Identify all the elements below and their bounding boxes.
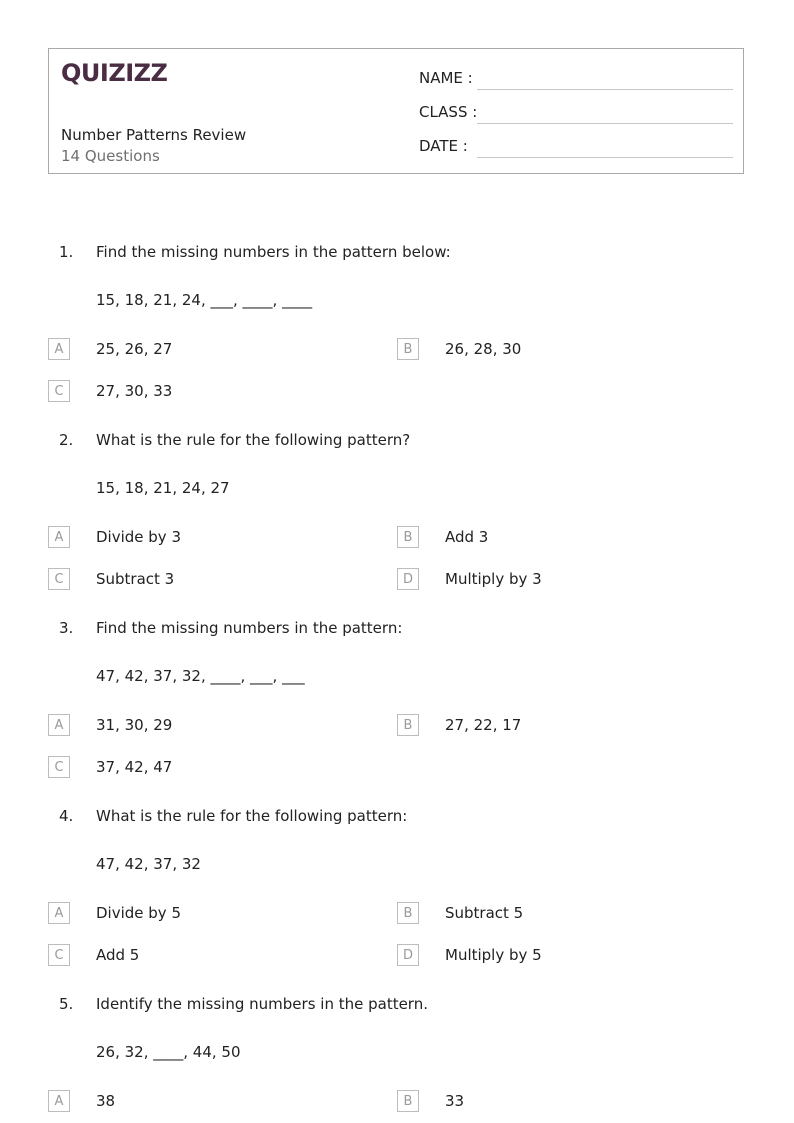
option-b-box[interactable]: B [397,526,419,548]
option-a-box[interactable]: A [48,338,70,360]
question-pattern: 47, 42, 37, 32 [96,855,201,873]
question-pattern: 47, 42, 37, 32, ____, ___, ___ [96,667,305,685]
option-a-text: 31, 30, 29 [96,716,173,734]
option-d-text: Multiply by 3 [445,570,542,588]
class-label: CLASS : [419,103,478,121]
option-a-text: 25, 26, 27 [96,340,173,358]
option-a-box[interactable]: A [48,714,70,736]
option-d-text: Multiply by 5 [445,946,542,964]
name-label: NAME : [419,69,473,87]
option-c-box[interactable]: C [48,756,70,778]
question-pattern: 15, 18, 21, 24, 27 [96,479,230,497]
question-pattern: 15, 18, 21, 24, ___, ____, ____ [96,291,313,309]
date-label: DATE : [419,137,468,155]
option-a-box[interactable]: A [48,526,70,548]
option-d-box[interactable]: D [397,944,419,966]
option-b-box[interactable]: B [397,1090,419,1112]
option-a-text: 38 [96,1092,116,1110]
question-text: What is the rule for the following pattern: [96,807,408,825]
option-c-text: Add 5 [96,946,140,964]
name-field[interactable] [477,89,733,90]
option-c-text: Subtract 3 [96,570,175,588]
worksheet-header [48,48,744,174]
option-c-box[interactable]: C [48,568,70,590]
question-count: 14 Questions [61,147,160,165]
date-field[interactable] [477,157,733,158]
question-pattern: 26, 32, ____, 44, 50 [96,1043,241,1061]
class-field[interactable] [477,123,733,124]
option-c-text: 27, 30, 33 [96,382,173,400]
option-c-box[interactable]: C [48,380,70,402]
question-text: Find the missing numbers in the pattern: [96,619,403,637]
question-number: 2. [59,431,74,449]
option-c-box[interactable]: C [48,944,70,966]
option-a-box[interactable]: A [48,902,70,924]
option-b-text: 33 [445,1092,465,1110]
quizizz-logo: QUIZIZZ [61,59,168,87]
worksheet-title: Number Patterns Review [61,126,247,144]
option-d-box[interactable]: D [397,568,419,590]
option-b-text: 26, 28, 30 [445,340,522,358]
question-text: Find the missing numbers in the pattern below: [96,243,451,261]
option-b-text: 27, 22, 17 [445,716,522,734]
question-number: 3. [59,619,74,637]
option-a-text: Divide by 5 [96,904,181,922]
question-text: Identify the missing numbers in the pattern. [96,995,428,1013]
question-text: What is the rule for the following pattern? [96,431,411,449]
option-a-box[interactable]: A [48,1090,70,1112]
option-b-box[interactable]: B [397,338,419,360]
option-b-text: Add 3 [445,528,489,546]
option-b-box[interactable]: B [397,902,419,924]
question-number: 4. [59,807,74,825]
option-b-text: Subtract 5 [445,904,524,922]
option-a-text: Divide by 3 [96,528,181,546]
option-c-text: 37, 42, 47 [96,758,173,776]
option-b-box[interactable]: B [397,714,419,736]
question-number: 5. [59,995,74,1013]
question-number: 1. [59,243,74,261]
